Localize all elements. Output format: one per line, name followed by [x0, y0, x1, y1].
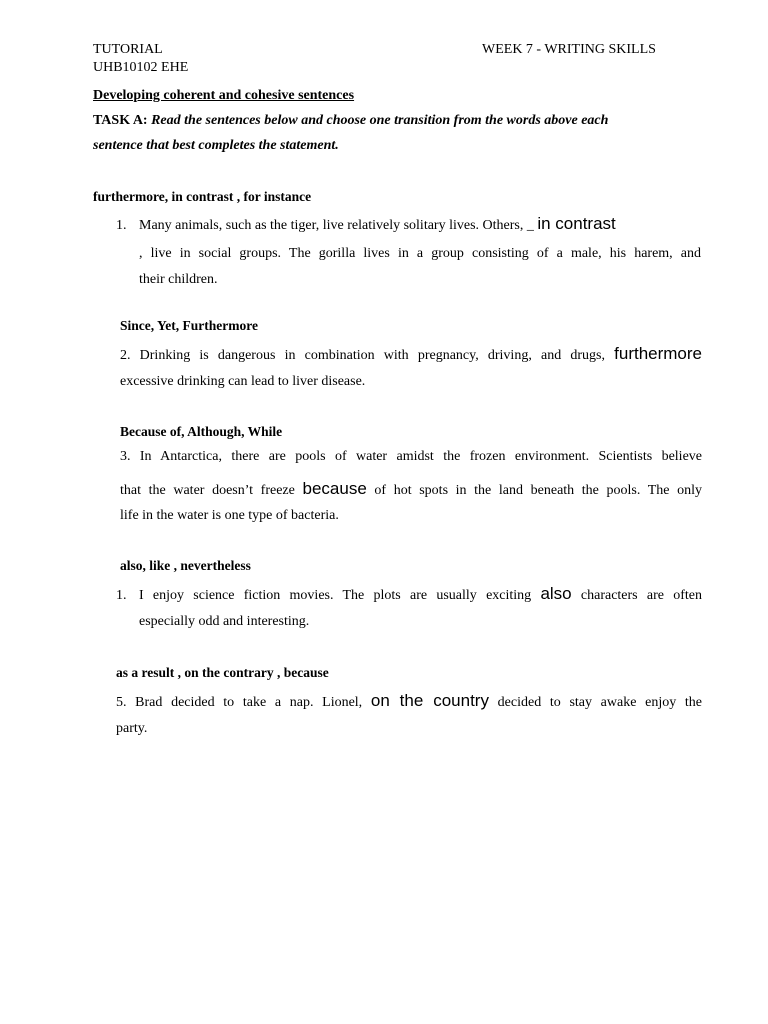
q1-number: 1. — [116, 218, 127, 233]
q4-text-before: I enjoy science fiction movies. The plots are usually exciting — [139, 588, 532, 603]
task-instruction-line2: sentence that best completes the statement. — [93, 138, 339, 153]
options-q5: as a result , on the contrary , because — [116, 665, 329, 680]
q5-text-after: decided to stay awake enjoy the — [497, 695, 703, 710]
task-instruction-line1: Read the sentences below and choose one transition from the words above each — [151, 113, 609, 128]
q4-answer: also — [540, 584, 572, 603]
q2-line2: excessive drinking can lead to liver disease. — [120, 374, 366, 389]
q3-text-before: that the water doesn’t freeze — [120, 483, 295, 498]
q2-text-before: 2. Drinking is dangerous in combination with pregnancy, driving, and drugs, — [120, 348, 605, 363]
header-course-label: TUTORIAL — [93, 42, 163, 57]
q4-text-after: characters are often — [580, 588, 702, 603]
q1-line3: their children. — [139, 272, 218, 287]
q5-answer: on the country — [370, 691, 489, 710]
q1-answer: in contrast — [537, 214, 616, 233]
q4-line2: especially odd and interesting. — [139, 614, 310, 629]
q5-text-before: 5. Brad decided to take a nap. Lionel, — [116, 695, 363, 710]
q5-line2: party. — [116, 721, 148, 736]
q1-text-before: Many animals, such as the tiger, live relatively solitary lives. Others, _ — [139, 218, 534, 233]
options-q1: furthermore, in contrast , for instance — [93, 189, 312, 204]
q3-line3: life in the water is one type of bacteria. — [120, 508, 339, 523]
page-title: Developing coherent and cohesive sentences — [93, 88, 355, 103]
q4-line1 — [139, 584, 702, 604]
task-label: TASK A: — [93, 113, 148, 128]
q5-line1 — [116, 691, 702, 711]
q1-line1 — [139, 214, 616, 234]
q3-line1: 3. In Antarctica, there are pools of water amidst the frozen environment. Scientists believe — [120, 449, 702, 464]
q3-answer: because — [302, 479, 367, 498]
header-week-label: WEEK 7 - WRITING SKILLS — [482, 42, 656, 57]
task-instruction — [93, 113, 608, 129]
options-q2: Since, Yet, Furthermore — [120, 318, 258, 333]
q3-line2 — [120, 479, 702, 499]
q2-answer: furthermore — [614, 344, 703, 363]
q4-number: 1. — [116, 588, 127, 603]
q2-line1 — [120, 344, 702, 364]
q1-line2: , live in social groups. The gorilla lives in a group consisting of a male, his harem, and — [139, 246, 701, 261]
options-q4: also, like , nevertheless — [120, 558, 251, 573]
q3-text-after: of hot spots in the land beneath the pools. The only — [374, 483, 703, 498]
header-course-code: UHB10102 EHE — [93, 60, 189, 75]
options-q3: Because of, Although, While — [120, 424, 283, 439]
